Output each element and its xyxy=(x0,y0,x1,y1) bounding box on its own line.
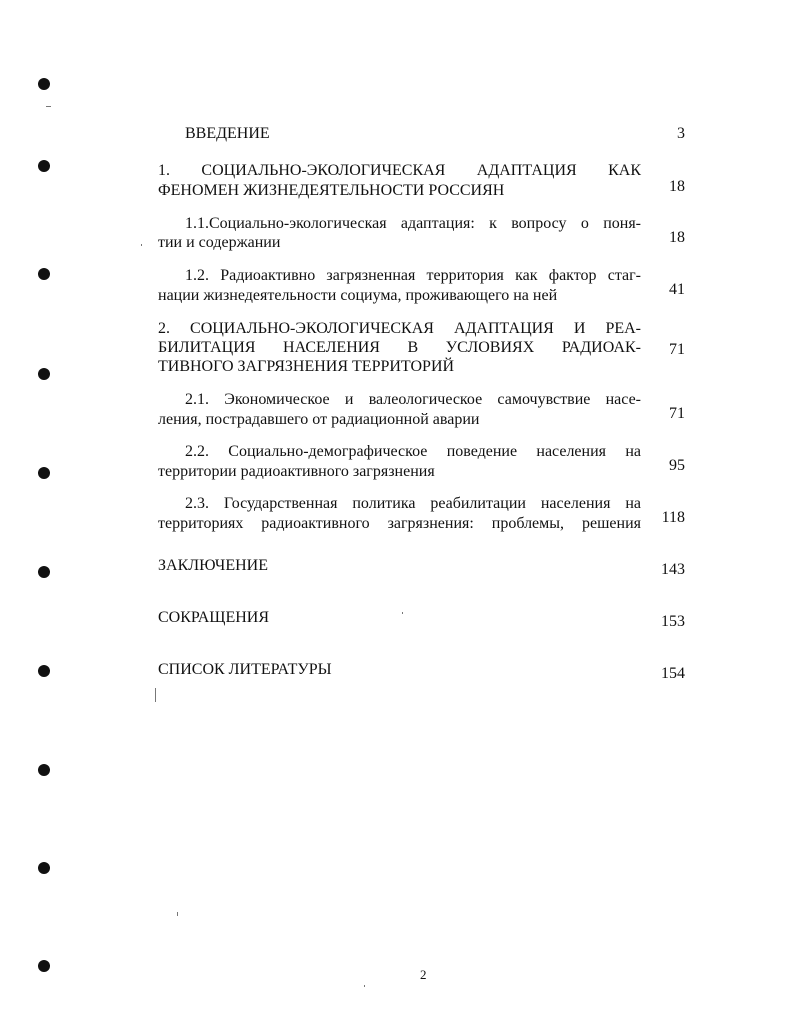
punch-hole xyxy=(38,160,50,172)
toc-entry-chapter-2-cont: БИЛИТАЦИЯ НАСЕЛЕНИЯ В УСЛОВИЯХ РАДИОАК- xyxy=(158,339,641,356)
toc-entry-section-2-2-cont: территории радиоактивного загрязнения xyxy=(158,463,435,480)
toc-page-number: 18 xyxy=(669,229,685,246)
toc-page-number: 95 xyxy=(669,457,685,474)
punch-hole xyxy=(38,78,50,90)
toc-entry-section-2-1: 2.1. Экономическое и валеологическое самочувствие насе- xyxy=(185,391,641,408)
toc-entry-chapter-2: 2. СОЦИАЛЬНО-ЭКОЛОГИЧЕСКАЯ АДАПТАЦИЯ И РЕА- xyxy=(158,320,641,337)
toc-page-number: 18 xyxy=(669,178,685,195)
punch-hole xyxy=(38,268,50,280)
toc-entry-chapter-1-cont: ФЕНОМЕН ЖИЗНЕДЕЯТЕЛЬНОСТИ РОССИЯН xyxy=(158,182,505,199)
toc-entry-section-1-2-cont: нации жизнедеятельности социума, проживающего на ней xyxy=(158,287,558,304)
scan-speck xyxy=(155,688,156,702)
punch-hole xyxy=(38,665,50,677)
scan-speck xyxy=(364,985,365,987)
toc-page-number: 154 xyxy=(661,665,685,682)
toc-entry-section-2-2: 2.2. Социально-демографическое поведение населения на xyxy=(185,443,641,460)
toc-entry-intro: ВВЕДЕНИЕ xyxy=(185,125,270,142)
scan-speck xyxy=(177,912,178,916)
punch-hole xyxy=(38,368,50,380)
toc-entry-section-2-3-cont: территориях радиоактивного загрязнения: проблемы, решения xyxy=(158,515,641,532)
page-number: 2 xyxy=(420,967,427,982)
toc-entry-section-2-3: 2.3. Государственная политика реабилитации населения на xyxy=(185,495,641,512)
scan-speck xyxy=(141,244,142,246)
scan-speck xyxy=(46,106,51,107)
toc-entry-chapter-1: 1. СОЦИАЛЬНО-ЭКОЛОГИЧЕСКАЯ АДАПТАЦИЯ КАК xyxy=(158,162,641,179)
toc-page-number: 71 xyxy=(669,405,685,422)
toc-entry-abbreviations: СОКРАЩЕНИЯ xyxy=(158,609,269,626)
scan-speck xyxy=(402,612,403,614)
punch-hole xyxy=(38,467,50,479)
punch-hole xyxy=(38,862,50,874)
punch-hole xyxy=(38,960,50,972)
toc-entry-conclusion: ЗАКЛЮЧЕНИЕ xyxy=(158,557,268,574)
toc-entry-section-1-1-cont: тии и содержании xyxy=(158,234,281,251)
punch-hole xyxy=(38,566,50,578)
toc-entry-chapter-2-cont: ТИВНОГО ЗАГРЯЗНЕНИЯ ТЕРРИТОРИЙ xyxy=(158,358,455,375)
punch-hole xyxy=(38,764,50,776)
toc-entry-section-2-1-cont: ления, пострадавшего от радиационной аварии xyxy=(158,411,480,428)
toc-page-number: 153 xyxy=(661,613,685,630)
toc-entry-section-1-1: 1.1.Социально-экологическая адаптация: к вопросу о поня- xyxy=(185,215,641,232)
toc-entry-section-1-2: 1.2. Радиоактивно загрязненная территория как фактор стаг- xyxy=(185,267,641,284)
toc-entry-references: СПИСОК ЛИТЕРАТУРЫ xyxy=(158,661,332,678)
toc-page-number: 41 xyxy=(669,281,685,298)
toc-page-number: 3 xyxy=(677,125,685,142)
toc-page-number: 143 xyxy=(661,561,685,578)
toc-page-number: 71 xyxy=(669,341,685,358)
toc-page-number: 118 xyxy=(661,509,685,526)
